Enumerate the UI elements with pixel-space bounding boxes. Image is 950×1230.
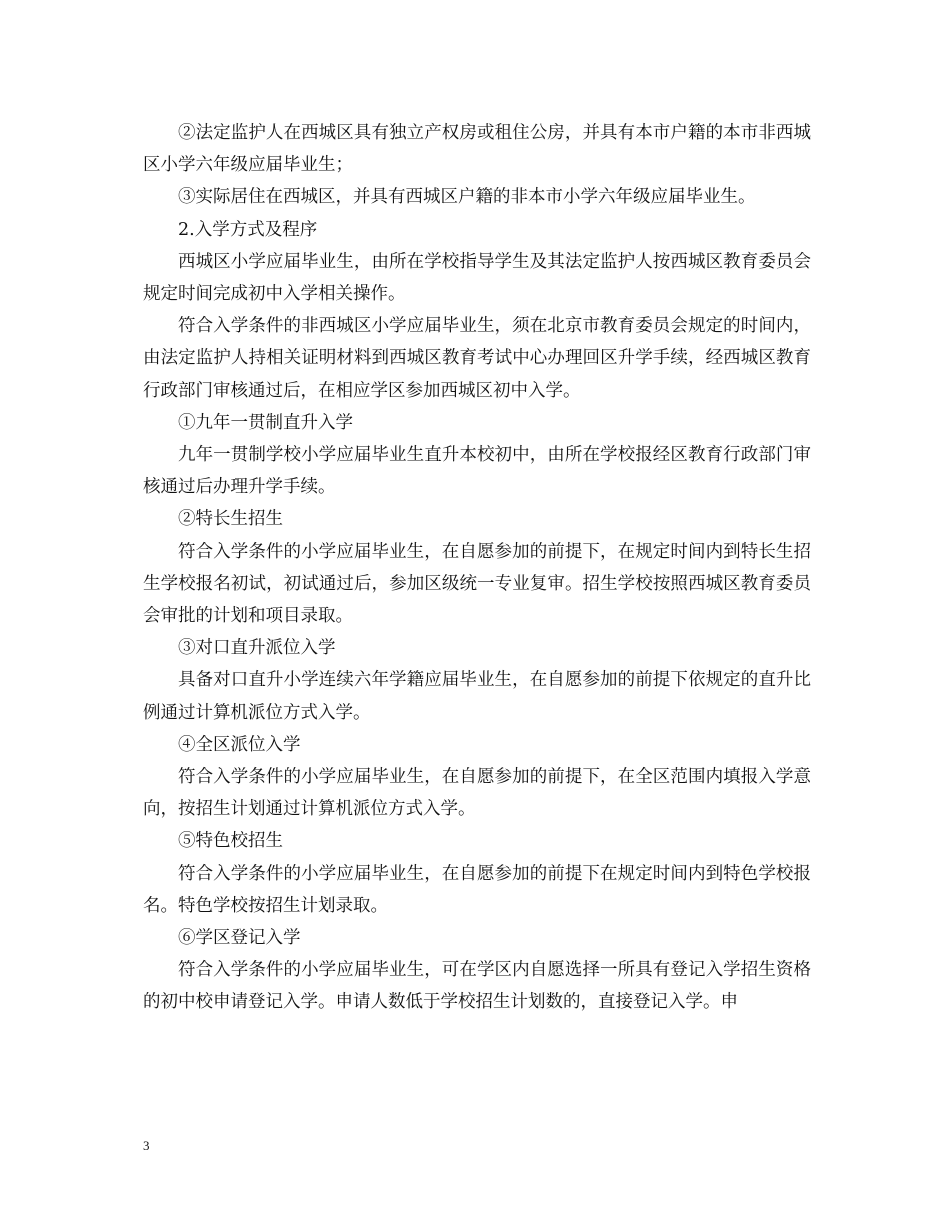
subheading: ①九年一贯制直升入学	[178, 412, 353, 433]
paragraph: 符合入学条件的小学应届毕业生，在自愿参加的前提下，在规定时间内到特长生招生学校报名初试，初试通过后，参加区级统一专业复审。招生学校按照西城区教育委员会审批的计划和项目录取。	[143, 541, 811, 627]
subheading: ⑤特色校招生	[178, 831, 283, 852]
document-body	[143, 117, 811, 1019]
section-heading: 2.入学方式及程序	[178, 219, 318, 240]
paragraph: 符合入学条件的小学应届毕业生，在自愿参加的前提下，在全区范围内填报入学意向，按招生计划通过计算机派位方式入学。	[143, 767, 811, 820]
paragraph: 符合入学条件的非西城区小学应届毕业生，须在北京市教育委员会规定的时间内，由法定监护人持相关证明材料到西城区教育考试中心办理回区升学手续，经西城区教育行政部门审核通过后，在相应学区参加西城区初中入学。	[143, 316, 811, 401]
paragraph: 符合入学条件的小学应届毕业生，可在学区内自愿选择一所具有登记入学招生资格的初中校申请登记入学。申请人数低于学校招生计划数的，直接登记入学。申	[143, 960, 811, 1013]
page-number: 3	[143, 1138, 150, 1153]
subheading: ②特长生招生	[178, 509, 283, 530]
paragraph: 西城区小学应届毕业生，由所在学校指导学生及其法定监护人按西城区教育委员会规定时间完成初中入学相关操作。	[143, 251, 811, 305]
subheading: ⑥学区登记入学	[178, 928, 301, 949]
paragraph: ②法定监护人在西城区具有独立产权房或租住公房，并具有本市户籍的本市非西城区小学六年级应届毕业生；	[143, 123, 811, 176]
subheading: ③对口直升派位入学	[178, 638, 336, 659]
paragraph: ③实际居住在西城区，并具有西城区户籍的非本市小学六年级应届毕业生。	[178, 187, 756, 208]
paragraph: 符合入学条件的小学应届毕业生，在自愿参加的前提下在规定时间内到特色学校报名。特色学校按招生计划录取。	[143, 863, 811, 916]
subheading: ④全区派位入学	[178, 734, 301, 755]
paragraph: 具备对口直升小学连续六年学籍应届毕业生，在自愿参加的前提下依规定的直升比例通过计算机派位方式入学。	[143, 670, 811, 723]
paragraph: 九年一贯制学校小学应届毕业生直升本校初中，由所在学校报经区教育行政部门审核通过后办理升学手续。	[143, 445, 811, 498]
